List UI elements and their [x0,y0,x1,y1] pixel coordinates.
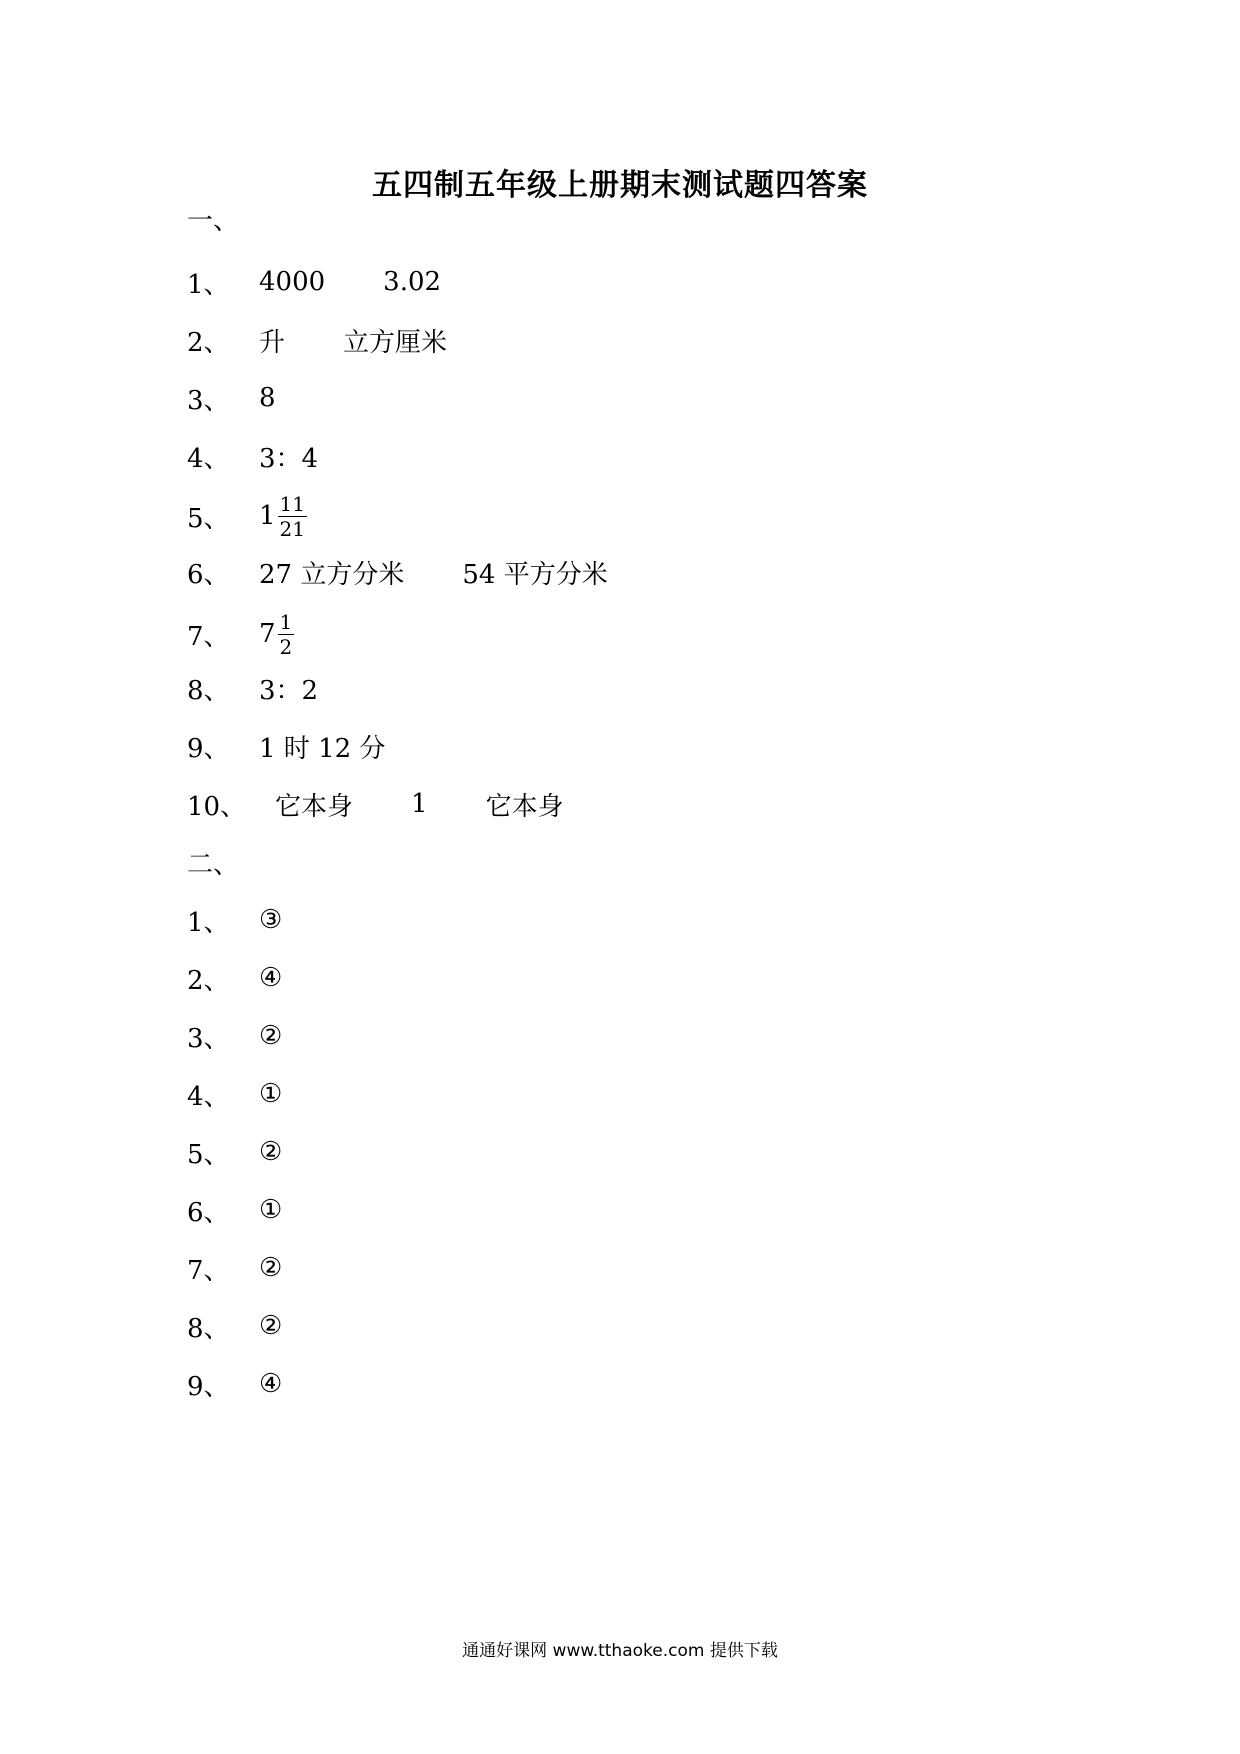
answer-row [187,1364,282,1404]
section-heading-1: 一、 [187,205,240,236]
answer-number: 7、 [187,621,230,652]
answer-value: 8 [259,383,276,413]
mixed-number-whole: 1 [259,501,276,531]
answer-value: ② [259,1021,283,1051]
answer-row [187,784,564,824]
answer-number: 7、 [187,1255,230,1286]
answer-row [187,378,276,418]
answer-row [187,552,608,592]
section-heading-2: 二、 [187,849,240,880]
answer-value: ④ [259,1369,283,1399]
answer-value: 升 [259,327,286,358]
answer-value: 54 平方分米 [462,559,608,590]
answer-value: ④ [259,963,283,993]
answer-row [187,900,282,940]
answer-row [187,1306,282,1346]
answer-number: 10、 [187,791,247,822]
answer-row [187,1248,282,1288]
answer-value: 它本身 [485,791,564,822]
answer-number: 5、 [187,1139,230,1170]
answer-row [187,320,447,360]
answer-row [187,1074,282,1114]
answer-number: 8、 [187,675,230,706]
answer-value: 3：4 [259,443,319,474]
answer-value: 4000 [259,267,326,297]
fraction-numerator: 1 [279,609,293,634]
answer-value: 1 时 12 分 [259,733,386,764]
answer-value: ① [259,1195,283,1225]
answer-row [187,1190,282,1230]
answer-value: 27 立方分米 [259,559,405,590]
answer-row [187,668,318,708]
answer-number: 6、 [187,1197,230,1228]
answer-value: ① [259,1079,283,1109]
fraction [278,609,295,659]
answer-row [187,436,318,476]
fraction [278,491,307,541]
answer-value: 3.02 [383,267,442,297]
answer-number: 3、 [187,385,230,416]
page-footer: 通通好课网 www.tthaoke.com 提供下载 [462,1641,778,1661]
answer-number: 4、 [187,443,230,474]
answer-row [187,262,441,302]
answer-row [187,488,307,544]
answer-value: ② [259,1137,283,1167]
answer-value: 它本身 [275,791,354,822]
fraction-denominator: 2 [279,634,293,659]
answer-number: 8、 [187,1313,230,1344]
page-title: 五四制五年级上册期末测试题四答案 [372,168,868,203]
answer-value: 3：2 [259,675,319,706]
answer-number: 1、 [187,907,230,938]
answer-row [187,1016,282,1056]
answer-number: 1、 [187,269,230,300]
answer-row [187,726,385,766]
answer-value: ③ [259,905,283,935]
answer-number: 9、 [187,1371,230,1402]
answer-value: 1 [411,789,428,819]
answer-number: 9、 [187,733,230,764]
answer-value: ② [259,1311,283,1341]
answer-number: 6、 [187,559,230,590]
answer-row [187,606,294,662]
answer-number: 2、 [187,327,230,358]
answer-row [187,958,282,998]
answer-number: 4、 [187,1081,230,1112]
answer-number: 5、 [187,503,230,534]
mixed-number-whole: 7 [259,619,276,649]
answer-number: 3、 [187,1023,230,1054]
answer-number: 2、 [187,965,230,996]
answer-value: 立方厘米 [343,327,448,358]
answer-value: ② [259,1253,283,1283]
fraction-numerator: 11 [279,491,305,516]
answer-row [187,1132,282,1172]
fraction-denominator: 21 [279,516,305,541]
